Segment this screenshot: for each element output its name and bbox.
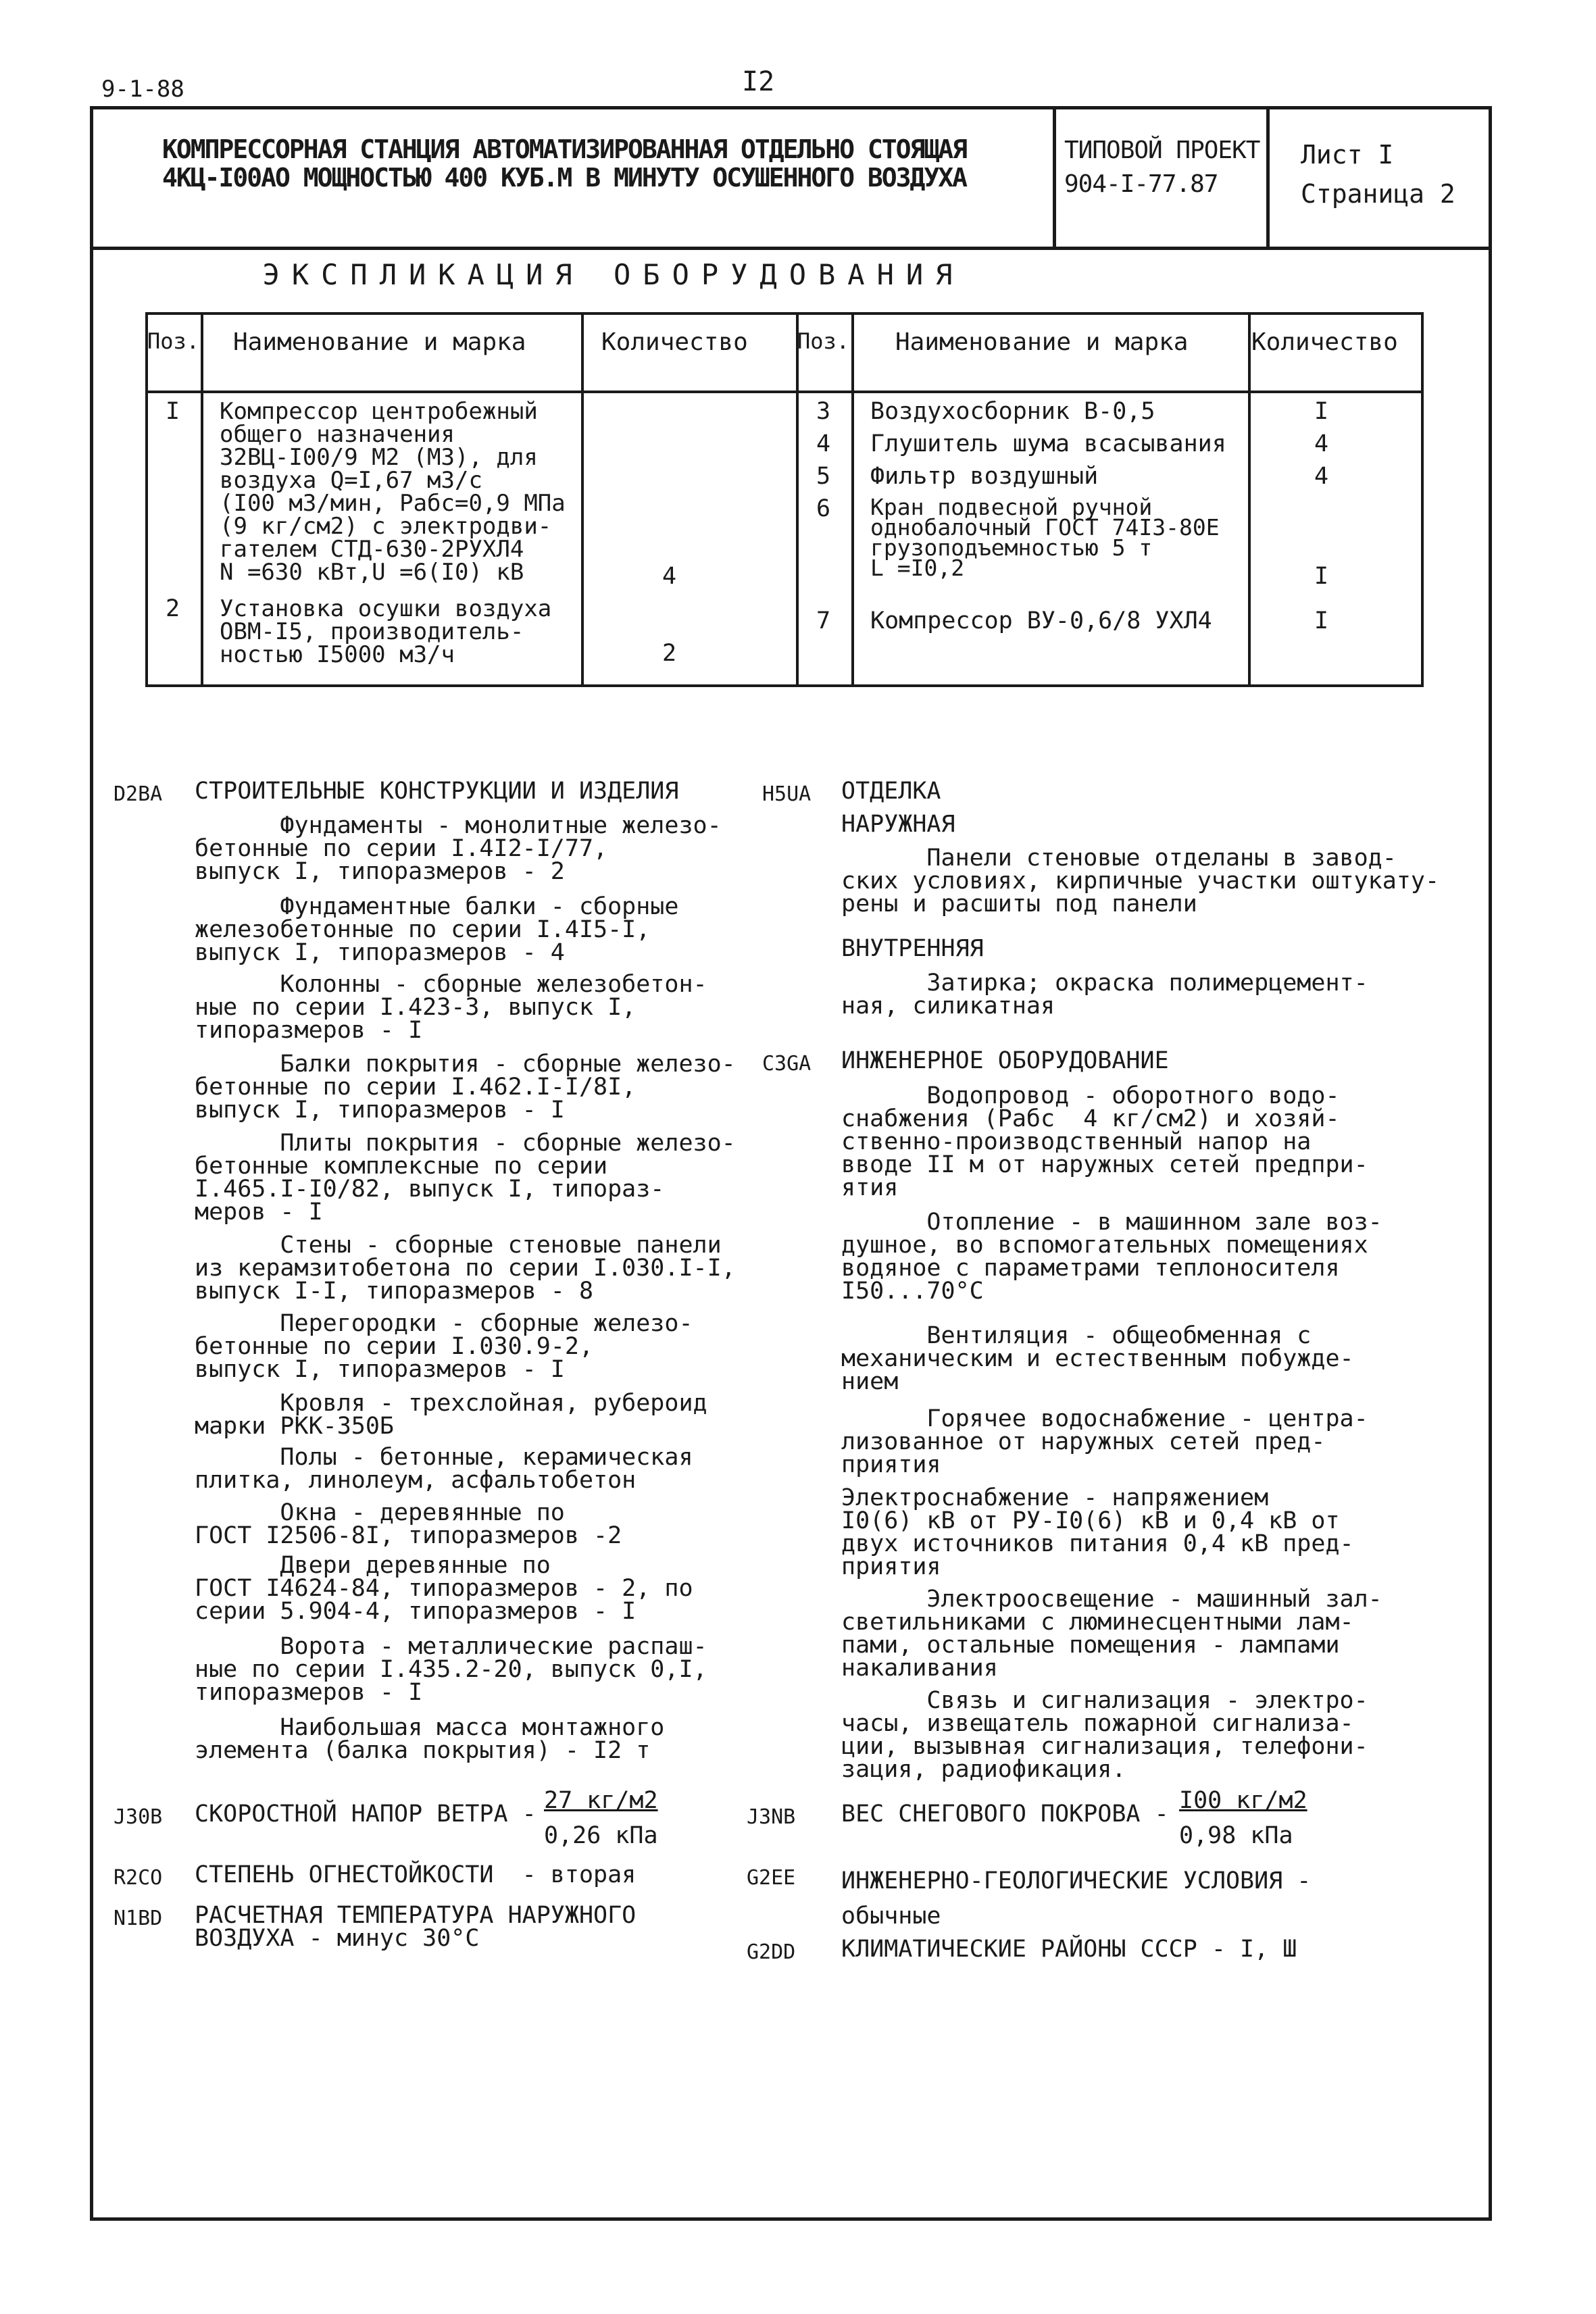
table-cell-pos: 2 — [166, 595, 180, 622]
title-block-divider — [1266, 106, 1270, 250]
table-cell-name: Установка осушки воздуха ОВМ-I5, производитель- ностью I5000 м3/ч — [220, 595, 552, 668]
table-cell-qty: 2 — [662, 640, 677, 667]
section-code: J3NB — [747, 1805, 796, 1829]
section-code: D2BA — [114, 782, 163, 806]
construction-item: Ворота - металлические распаш- ные по серии I.435.2-20, выпуск 0,I, типоразмеров - I — [195, 1633, 707, 1706]
geology-conditions: ИНЖЕНЕРНО-ГЕОЛОГИЧЕСКИЕ УСЛОВИЯ - обычные — [841, 1867, 1312, 1930]
table-cell-qty: 4 — [1314, 463, 1329, 490]
table-cell-name: Компрессор центробежный общего назначения 32ВЦ-I00/9 М2 (М3), для воздуха Q=I,67 м3/с (I00 м3/мин, Pабс=0,9 МПа (9 кг/см2) с электродви- гателем СТД-630-2РУХЛ4 N =630 кВт,U =6(I0) кВ — [220, 398, 566, 586]
table-cell-qty: 4 — [1314, 430, 1329, 457]
project-info — [1064, 134, 1260, 201]
table-cell-pos: 7 — [816, 607, 831, 634]
table-cell-qty: I — [1314, 607, 1329, 634]
section-code: C3GA — [762, 1052, 812, 1076]
table-cell-name: Фильтр воздушный — [870, 463, 1099, 490]
engineering-item: Водопровод - оборотного водо- снабжения (Pабс 4 кг/см2) и хозяй- ственно-производственный напор на вводе II м от наружных сетей предпри- ятия — [841, 1082, 1368, 1201]
page-label: Страница 2 — [1301, 179, 1455, 209]
engineering-item: Электроснабжение - напряжением I0(6) кВ от РУ-I0(6) кВ и 0,4 кВ от двух источников питания 0,4 кВ пред- приятия — [841, 1484, 1354, 1580]
table-column-divider — [1248, 312, 1251, 687]
engineering-item: Вентиляция - общеобменная с механическим и естественным побужде- нием — [841, 1322, 1354, 1395]
table-cell-pos: 3 — [816, 398, 831, 425]
title-line: 4КЦ-I00АО МОЩНОСТЬЮ 400 КУБ.М В МИНУТУ ОСУШЕННОГО ВОЗДУХА — [161, 163, 967, 193]
section-code: J30B — [114, 1805, 163, 1829]
engineering-item: Горячее водоснабжение - центра- лизованное от наружных сетей пред- приятия — [841, 1405, 1368, 1478]
snow-load-value-kpa: 0,98 кПа — [1179, 1822, 1293, 1849]
sheet-info — [1301, 135, 1455, 213]
table-cell-name: Воздухосборник В-0,5 — [870, 398, 1155, 425]
table-cell-qty: 4 — [662, 563, 677, 590]
engineering-item: Электроосвещение - машинный зал- светильниками с люминесцентными лам- пами, остальные помещения - лампами накаливания — [841, 1586, 1382, 1682]
construction-item: Перегородки - сборные железо- бетонные по серии I.030.9-2, выпуск I, типоразмеров - I — [195, 1310, 693, 1383]
section-code: G2EE — [747, 1866, 796, 1890]
table-cell-name: Компрессор ВУ-0,6/8 УХЛ4 — [870, 607, 1212, 634]
wind-pressure-value-kpa: 0,26 кПа — [544, 1822, 658, 1849]
section-code: G2DD — [747, 1940, 796, 1964]
construction-item: Фундаменты - монолитные железо- бетонные по серии I.4I2-I/77, выпуск I, типоразмеров - 2 — [195, 812, 722, 885]
table-cell-name: Глушитель шума всасывания — [870, 430, 1226, 457]
table-header-pos: Поз. — [797, 328, 850, 354]
section-heading-finish: ОТДЕЛКА — [841, 778, 941, 805]
table-column-divider — [851, 312, 854, 687]
wind-pressure-label: СКОРОСТНОЙ НАПОР ВЕТРА - — [195, 1801, 537, 1828]
table-header-divider — [145, 391, 1424, 393]
table-header-name: Наименование и марка — [233, 328, 526, 356]
table-cell-pos: 5 — [816, 463, 831, 490]
construction-item: Колонны - сборные железобетон- ные по серии I.423-3, выпуск I, типоразмеров - I — [195, 971, 707, 1044]
table-column-divider — [581, 312, 584, 687]
subheading-inner: ВНУТРЕННЯЯ — [841, 935, 984, 962]
section-code: R2CO — [114, 1866, 163, 1890]
table-column-divider — [201, 312, 203, 687]
climate-regions: КЛИМАТИЧЕСКИЕ РАЙОНЫ СССР - I, Ш — [841, 1936, 1297, 1963]
construction-item: Плиты покрытия - сборные железо- бетонные комплексные по серии I.465.I-I0/82, выпуск I, типораз- меров - I — [195, 1130, 736, 1226]
snow-load-label: ВЕС СНЕГОВОГО ПОКРОВА - — [841, 1801, 1169, 1828]
fire-resistance: СТЕПЕНЬ ОГНЕСТОЙКОСТИ - вторая — [195, 1861, 637, 1888]
design-temperature: РАСЧЕТНАЯ ТЕМПЕРАТУРА НАРУЖНОГО ВОЗДУХА - минус 30°С — [195, 1902, 637, 1952]
snow-load-value: I00 кг/м2 — [1179, 1787, 1307, 1814]
engineering-item: Связь и сигнализация - электро- часы, извещатель пожарной сигнализа- ции, вызывная сигнализация, телефони- зация, радиофикация. — [841, 1687, 1368, 1783]
finish-outer-text: Панели стеновые отделаны в завод- ских условиях, кирпичные участки оштукату- рены и расшиты под панели — [841, 845, 1440, 917]
section-heading-construction: СТРОИТЕЛЬНЫЕ КОНСТРУКЦИИ И ИЗДЕЛИЯ — [195, 778, 679, 805]
section-code: N1BD — [114, 1907, 163, 1930]
construction-item: Двери деревянные по ГОСТ I4624-84, типоразмеров - 2, по серии 5.904-4, типоразмеров - I — [195, 1552, 693, 1625]
title-line: КОМПРЕССОРНАЯ СТАНЦИЯ АВТОМАТИЗИРОВАННАЯ ОТДЕЛЬНО СТОЯЩАЯ — [161, 134, 967, 164]
table-header-qty: Количество — [1251, 328, 1398, 356]
construction-item: Кровля - трехслойная, рубероид марки РКК-350Б — [195, 1390, 707, 1440]
table-cell-pos: I — [166, 398, 180, 425]
page-number: I2 — [742, 66, 775, 97]
engineering-item: Отопление - в машинном зале воз- душное, во вспомогательных помещениях водяное с параметрами теплоносителя I50...70°С — [841, 1209, 1382, 1305]
section-heading-engineering: ИНЖЕНЕРНОЕ ОБОРУДОВАНИЕ — [841, 1047, 1169, 1074]
construction-item: Фундаментные балки - сборные железобетонные по серии I.4I5-I, выпуск I, типоразмеров - 4 — [195, 893, 679, 966]
document-title — [108, 135, 1020, 192]
table-cell-pos: 4 — [816, 430, 831, 457]
wind-pressure-value: 27 кг/м2 — [544, 1787, 658, 1814]
subheading-outer: НАРУЖНАЯ — [841, 811, 955, 838]
table-header-pos: Поз. — [147, 328, 200, 354]
table-header-qty: Количество — [601, 328, 748, 356]
table-header-name: Наименование и марка — [895, 328, 1189, 356]
table-cell-qty: I — [1314, 398, 1329, 425]
section-code: H5UA — [762, 782, 812, 806]
project-label: ТИПОВОЙ ПРОЕКТ — [1064, 136, 1260, 164]
construction-item: Стены - сборные стеновые панели из керамзитобетона по серии I.030.I-I, выпуск I-I, типоразмеров - 8 — [195, 1232, 736, 1305]
title-block-divider — [1053, 106, 1056, 250]
table-cell-qty: I — [1314, 563, 1329, 590]
construction-item: Полы - бетонные, керамическая плитка, линолеум, асфальтобетон — [195, 1444, 693, 1494]
table-cell-name: Кран подвесной ручной однобалочный ГОСТ 74I3-80Е грузоподъемностью 5 т L =I0,2 — [870, 494, 1220, 581]
document-code: 9-1-88 — [101, 76, 184, 103]
explication-title: ЭКСПЛИКАЦИЯ ОБОРУДОВАНИЯ — [262, 258, 965, 291]
construction-item: Балки покрытия - сборные железо- бетонные по серии I.462.I-I/8I, выпуск I, типоразмеров - I — [195, 1051, 736, 1124]
finish-inner-text: Затирка; окраска полимерцемент- ная, силикатная — [841, 970, 1368, 1020]
project-number: 904-I-77.87 — [1064, 170, 1218, 198]
table-column-divider — [796, 312, 799, 687]
table-cell-pos: 6 — [816, 495, 831, 522]
construction-item: Окна - деревянные по ГОСТ I2506-8I, типоразмеров -2 — [195, 1499, 622, 1549]
sheet-number: Лист I — [1301, 140, 1394, 170]
construction-item: Наибольшая масса монтажного элемента (балка покрытия) - I2 т — [195, 1714, 665, 1764]
